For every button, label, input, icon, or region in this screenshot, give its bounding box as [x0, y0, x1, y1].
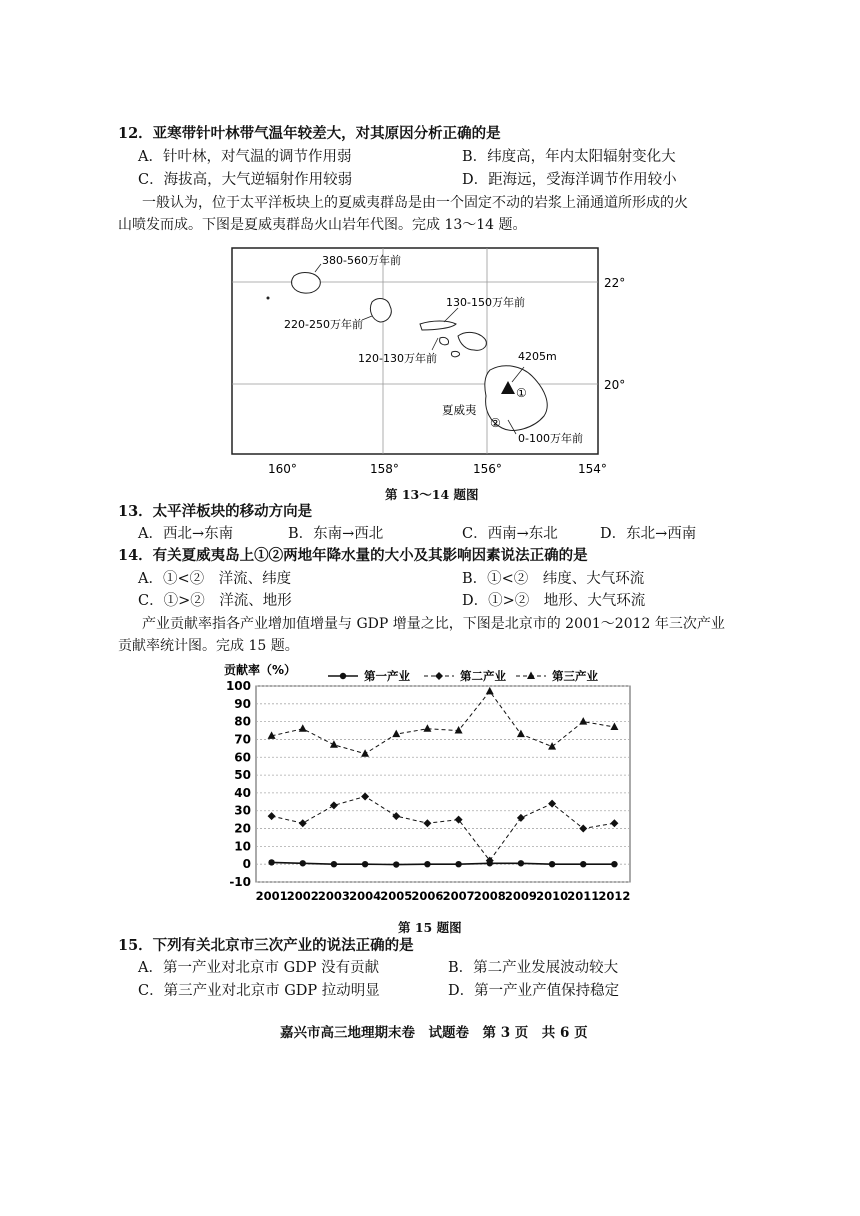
y-tick-label: 90: [234, 696, 251, 711]
data-point: [362, 861, 368, 867]
y-tick-label: 20: [234, 821, 251, 836]
legend-label: 第二产业: [460, 669, 506, 683]
hawaii-map: [222, 244, 626, 480]
data-point: [455, 816, 463, 824]
q13-option-a: A．西北→东南: [138, 526, 234, 542]
x-tick-label: 2001: [255, 889, 288, 903]
data-point: [424, 861, 430, 867]
data-point: [527, 672, 535, 680]
data-point: [610, 819, 618, 827]
chart-caption: 第 15 题图: [398, 920, 462, 935]
intro13-line2: 山喷发而成。下图是夏威夷群岛火山岩年代图。完成 13～14 题。: [118, 217, 527, 233]
x-tick-label: 2008: [473, 889, 506, 903]
data-point: [610, 722, 618, 730]
x-tick-label: 2007: [442, 889, 475, 903]
y-tick-label: 100: [225, 679, 251, 693]
label-0-100: 0-100万年前: [518, 432, 583, 445]
data-point: [518, 860, 524, 866]
legend-label: 第一产业: [364, 669, 410, 683]
data-point: [579, 825, 587, 833]
q12-option-c: C．海拔高，大气逆辐射作用较弱: [138, 172, 353, 188]
x-tick-label: 2009: [504, 889, 537, 903]
q12-stem: 12．亚寒带针叶林带气温年较差大，对其原因分析正确的是: [118, 125, 501, 142]
island-niihau: [267, 297, 270, 300]
data-point: [268, 812, 276, 820]
q15-option-d: D．第一产业产值保持稳定: [448, 983, 620, 999]
intro15-line2: 贡献率统计图。完成 15 题。: [118, 638, 299, 654]
series-line-2: [272, 796, 615, 860]
x-tick-label: 2003: [317, 889, 350, 903]
data-point: [517, 814, 525, 822]
lon-158: 158°: [370, 462, 399, 476]
data-point: [299, 724, 307, 732]
data-point: [423, 724, 431, 732]
label-hawaii: 夏威夷: [442, 403, 477, 417]
intro13-line1: 一般认为，位于太平洋板块上的夏威夷群岛是由一个固定不动的岩浆上涌通道所形成的火: [142, 195, 688, 211]
series-line-3: [272, 691, 615, 753]
island-kahoolawe: [451, 351, 459, 356]
q14-option-a: A．①<② 洋流、纬度: [138, 571, 292, 587]
island3-leader: [444, 308, 458, 322]
island4-leader: [432, 338, 438, 350]
q14-option-c: C．①>② 洋流、地形: [138, 593, 292, 609]
x-tick-label: 2006: [411, 889, 444, 903]
q15-option-c: C．第三产业对北京市 GDP 拉动明显: [138, 983, 380, 999]
island-lanai: [440, 337, 449, 344]
y-tick-label: 30: [234, 803, 251, 818]
series-line-1: [272, 862, 615, 864]
island-oahu: [370, 299, 391, 322]
label-peak: 4205m: [518, 350, 557, 363]
y-tick-label: -10: [229, 875, 251, 889]
lat-22: 22°: [604, 276, 626, 290]
island-kauai: [292, 273, 321, 294]
data-point: [392, 812, 400, 820]
label-220-250: 220-250万年前: [284, 318, 363, 331]
island-maui: [458, 332, 486, 350]
q13-option-c: C．西南→东北: [462, 526, 558, 542]
map-caption: 第 13～14 题图: [385, 487, 479, 502]
island-molokai: [420, 321, 456, 330]
q12-option-a: A．针叶林，对气温的调节作用弱: [138, 149, 352, 165]
data-point: [330, 801, 338, 809]
lon-156: 156°: [473, 462, 502, 476]
intro15-line1: 产业贡献率指各产业增加值增量与 GDP 增量之比，下图是北京市的 2001～2012 年三次产业: [142, 616, 725, 632]
label-120-130: 120-130万年前: [358, 352, 437, 365]
q12-option-b: B．纬度高，年内太阳辐射变化大: [462, 149, 676, 165]
y-tick-label: 10: [234, 839, 251, 854]
q14-option-d: D．①>② 地形、大气环流: [462, 593, 646, 609]
lon-160: 160°: [268, 462, 297, 476]
y-tick-label: 80: [234, 714, 251, 729]
q13-option-d: D．东北→西南: [600, 526, 697, 542]
x-tick-label: 2012: [598, 889, 631, 903]
y-tick-label: 0: [242, 857, 251, 872]
island1-leader: [315, 264, 321, 272]
data-point: [361, 792, 369, 800]
y-tick-label: 60: [234, 750, 251, 765]
data-point: [486, 687, 494, 695]
plot-frame: [256, 686, 630, 882]
chart-ylabel: 贡献率（%）: [224, 663, 297, 677]
y-tick-label: 40: [234, 785, 251, 800]
data-point: [299, 819, 307, 827]
data-point: [361, 749, 369, 757]
data-point: [331, 861, 337, 867]
data-point: [393, 861, 399, 867]
q15-option-a: A．第一产业对北京市 GDP 没有贡献: [138, 960, 380, 976]
data-point: [455, 861, 461, 867]
data-point: [330, 740, 338, 748]
label-point1: ①: [516, 386, 527, 400]
q14-stem: 14．有关夏威夷岛上①②两地年降水量的大小及其影响因素说法正确的是: [118, 547, 588, 564]
island2-leader: [362, 316, 372, 320]
lon-154: 154°: [578, 462, 607, 476]
data-point: [579, 717, 587, 725]
page-footer: 嘉兴市高三地理期末卷 试题卷 第 3 页 共 6 页: [280, 1025, 588, 1041]
data-point: [611, 861, 617, 867]
q13-option-b: B．东南→西北: [288, 526, 384, 542]
label-point2: ②: [490, 416, 501, 430]
q14-option-b: B．①<② 纬度、大气环流: [462, 571, 645, 587]
label-130-150: 130-150万年前: [446, 296, 525, 309]
x-tick-label: 2005: [380, 889, 413, 903]
q15-option-b: B．第二产业发展波动较大: [448, 960, 619, 976]
q15-stem: 15．下列有关北京市三次产业的说法正确的是: [118, 937, 414, 954]
lat-20: 20°: [604, 378, 626, 392]
data-point: [549, 861, 555, 867]
x-tick-label: 2010: [536, 889, 569, 903]
data-point: [423, 819, 431, 827]
y-tick-label: 50: [234, 768, 251, 783]
data-point: [580, 861, 586, 867]
y-tick-label: 70: [234, 732, 251, 747]
data-point: [392, 730, 400, 738]
x-tick-label: 2004: [349, 889, 382, 903]
legend-label: 第三产业: [552, 669, 598, 683]
x-tick-label: 2002: [286, 889, 319, 903]
data-point: [340, 673, 346, 679]
contribution-rate-chart: [220, 660, 650, 912]
data-point: [268, 859, 274, 865]
label-380-560: 380-560万年前: [322, 254, 401, 267]
q12-option-d: D．距海远，受海洋调节作用较小: [462, 172, 677, 188]
x-tick-label: 2011: [567, 889, 600, 903]
data-point: [300, 860, 306, 866]
data-point: [435, 672, 443, 680]
q13-stem: 13．太平洋板块的移动方向是: [118, 503, 313, 520]
